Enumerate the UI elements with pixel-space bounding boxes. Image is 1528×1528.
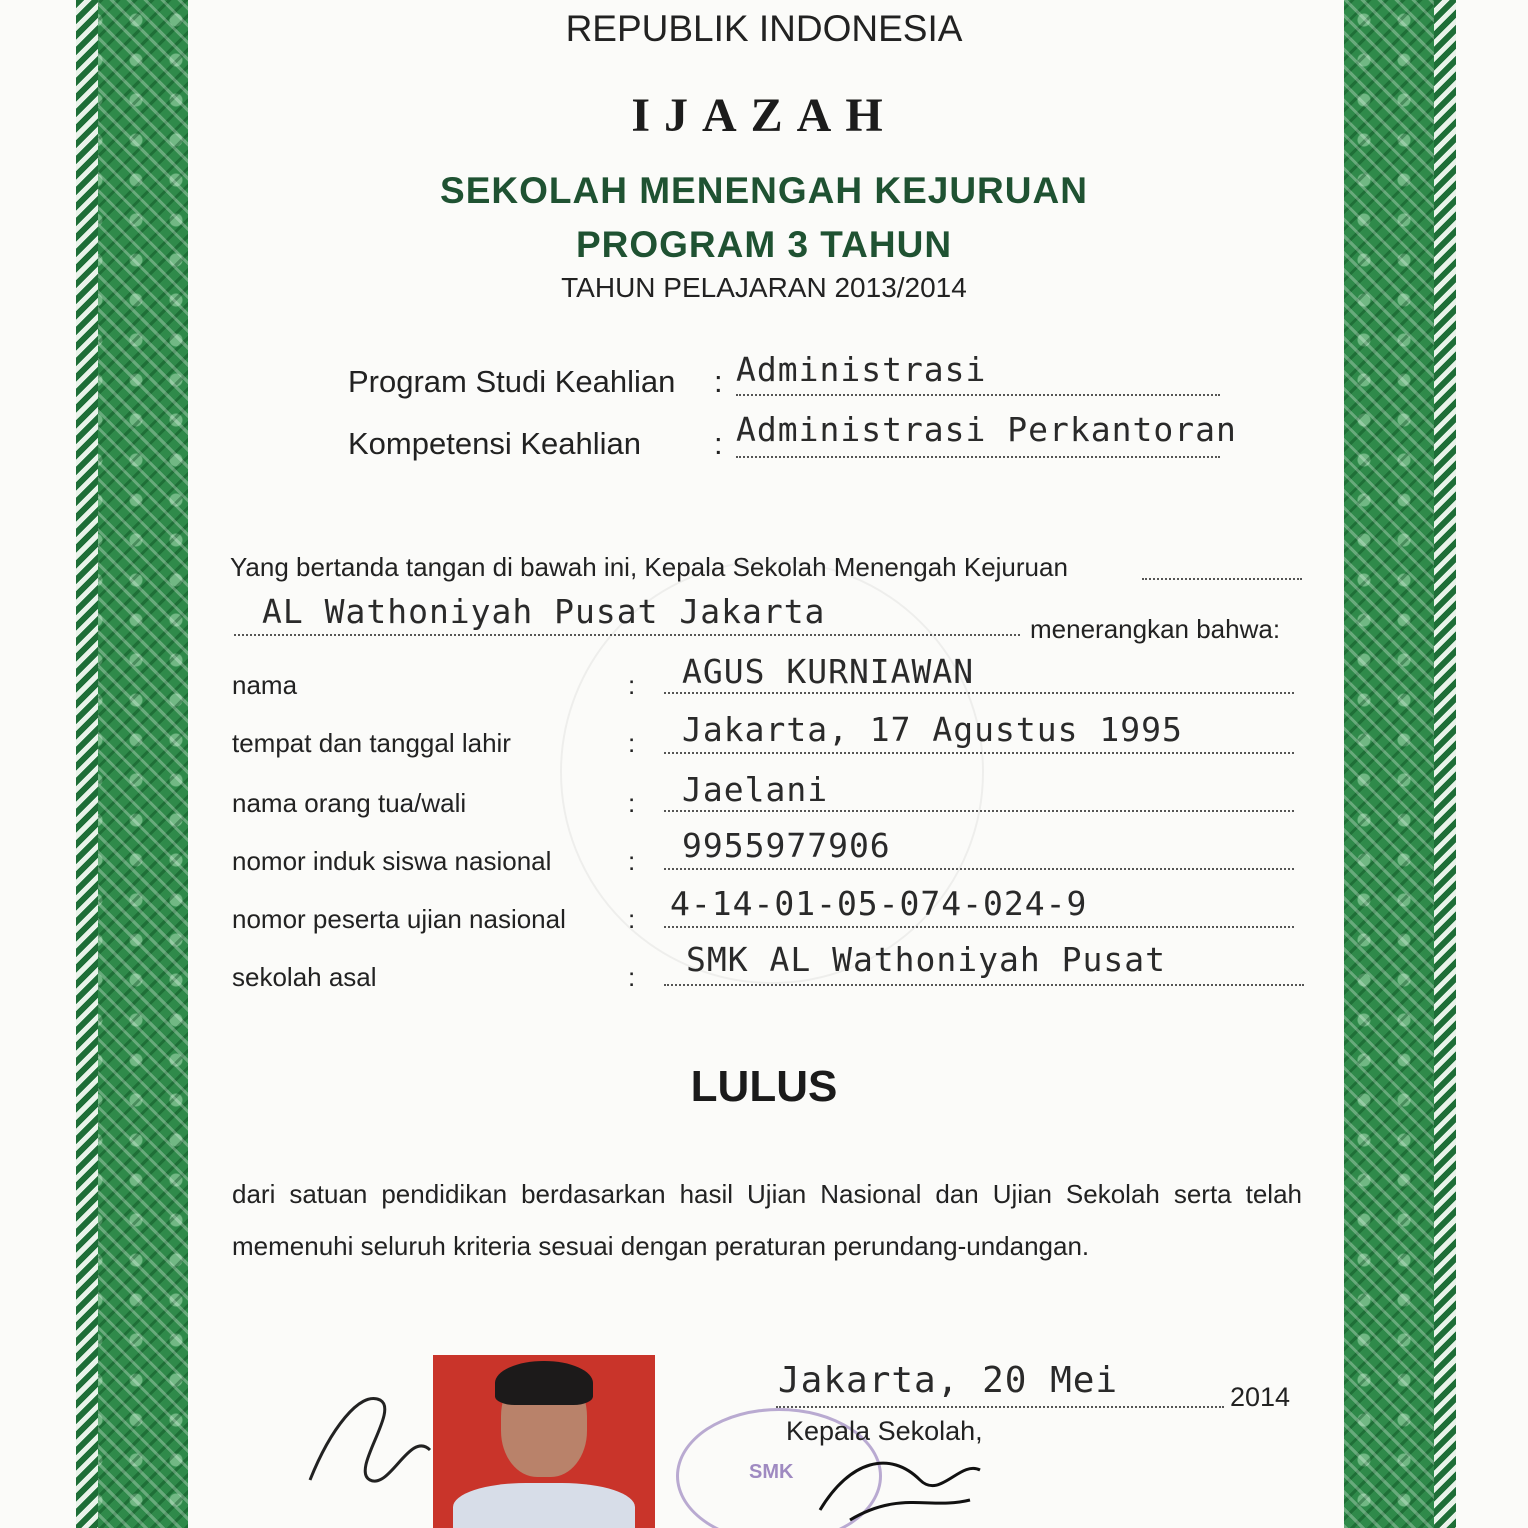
result-paragraph: dari satuan pendidikan berdasarkan hasil Ujian Nasional dan Ujian Sekolah serta telah memenuhi seluruh kriteria sesuai dengan peraturan perundang-undangan. [232, 1179, 1302, 1261]
dotted-line [664, 984, 1304, 986]
photo-shirt [453, 1483, 635, 1528]
signature-place-date: Jakarta, 20 Mei [778, 1360, 1119, 1401]
dotted-line [736, 456, 1220, 458]
stamp-text: SMK [749, 1461, 794, 1483]
colon: : [628, 788, 636, 818]
dotted-line [736, 394, 1220, 396]
country-heading: REPUBLIK INDONESIA [565, 8, 963, 49]
colon: : [628, 962, 636, 992]
dotted-line [664, 926, 1294, 928]
document-title: IJAZAH [631, 89, 897, 142]
field-label: nama [232, 670, 298, 700]
academic-year: TAHUN PELAJARAN 2013/2014 [561, 272, 967, 303]
principal-signature [810, 1440, 990, 1528]
statement-intro: Yang bertanda tangan di bawah ini, Kepala Sekolah Menengah Kejuruan [230, 552, 1068, 582]
school-name-value: AL Wathoniyah Pusat Jakarta [262, 592, 826, 631]
field-label: nomor peserta ujian nasional [232, 904, 566, 934]
field-label: sekolah asal [232, 962, 377, 992]
colon: : [714, 364, 723, 399]
field-value-birth: Jakarta, 17 Agustus 1995 [682, 710, 1183, 749]
field-label: tempat dan tanggal lahir [232, 728, 511, 758]
program-label: Program Studi Keahlian [348, 364, 676, 399]
field-value-nisn: 9955977906 [682, 826, 891, 865]
dotted-line [776, 1406, 1224, 1408]
colon: : [714, 426, 723, 461]
colon: : [628, 670, 636, 700]
colon: : [628, 846, 636, 876]
dotted-line [664, 810, 1294, 812]
field-value-nama: AGUS KURNIAWAN [682, 652, 975, 691]
dotted-line [1142, 578, 1302, 580]
colon: : [628, 904, 636, 934]
colon: : [628, 728, 636, 758]
field-label: nomor induk siswa nasional [232, 846, 552, 876]
competency-label: Kompetensi Keahlian [348, 426, 641, 461]
field-value-parent: Jaelani [682, 770, 829, 809]
field-label: nama orang tua/wali [232, 788, 467, 818]
signature-mark [290, 1370, 450, 1520]
result-status: LULUS [690, 1062, 838, 1111]
school-type-heading: SEKOLAH MENENGAH KEJURUAN [440, 170, 1088, 211]
dotted-line [234, 634, 1020, 636]
statement-suffix: menerangkan bahwa: [1030, 614, 1281, 644]
photo-hair [495, 1361, 593, 1405]
program-heading: PROGRAM 3 TAHUN [575, 224, 953, 265]
signature-title: Kepala Sekolah, [786, 1416, 983, 1446]
dotted-line [664, 692, 1294, 694]
dotted-line [664, 868, 1294, 870]
competency-value: Administrasi Perkantoran [736, 410, 1237, 449]
field-value-exam-number: 4-14-01-05-074-024-9 [670, 884, 1088, 923]
dotted-line [664, 752, 1294, 754]
signature-year: 2014 [1230, 1382, 1291, 1412]
program-value: Administrasi [736, 350, 987, 389]
student-photo [433, 1355, 655, 1528]
field-value-origin-school: SMK AL Wathoniyah Pusat [686, 940, 1166, 979]
